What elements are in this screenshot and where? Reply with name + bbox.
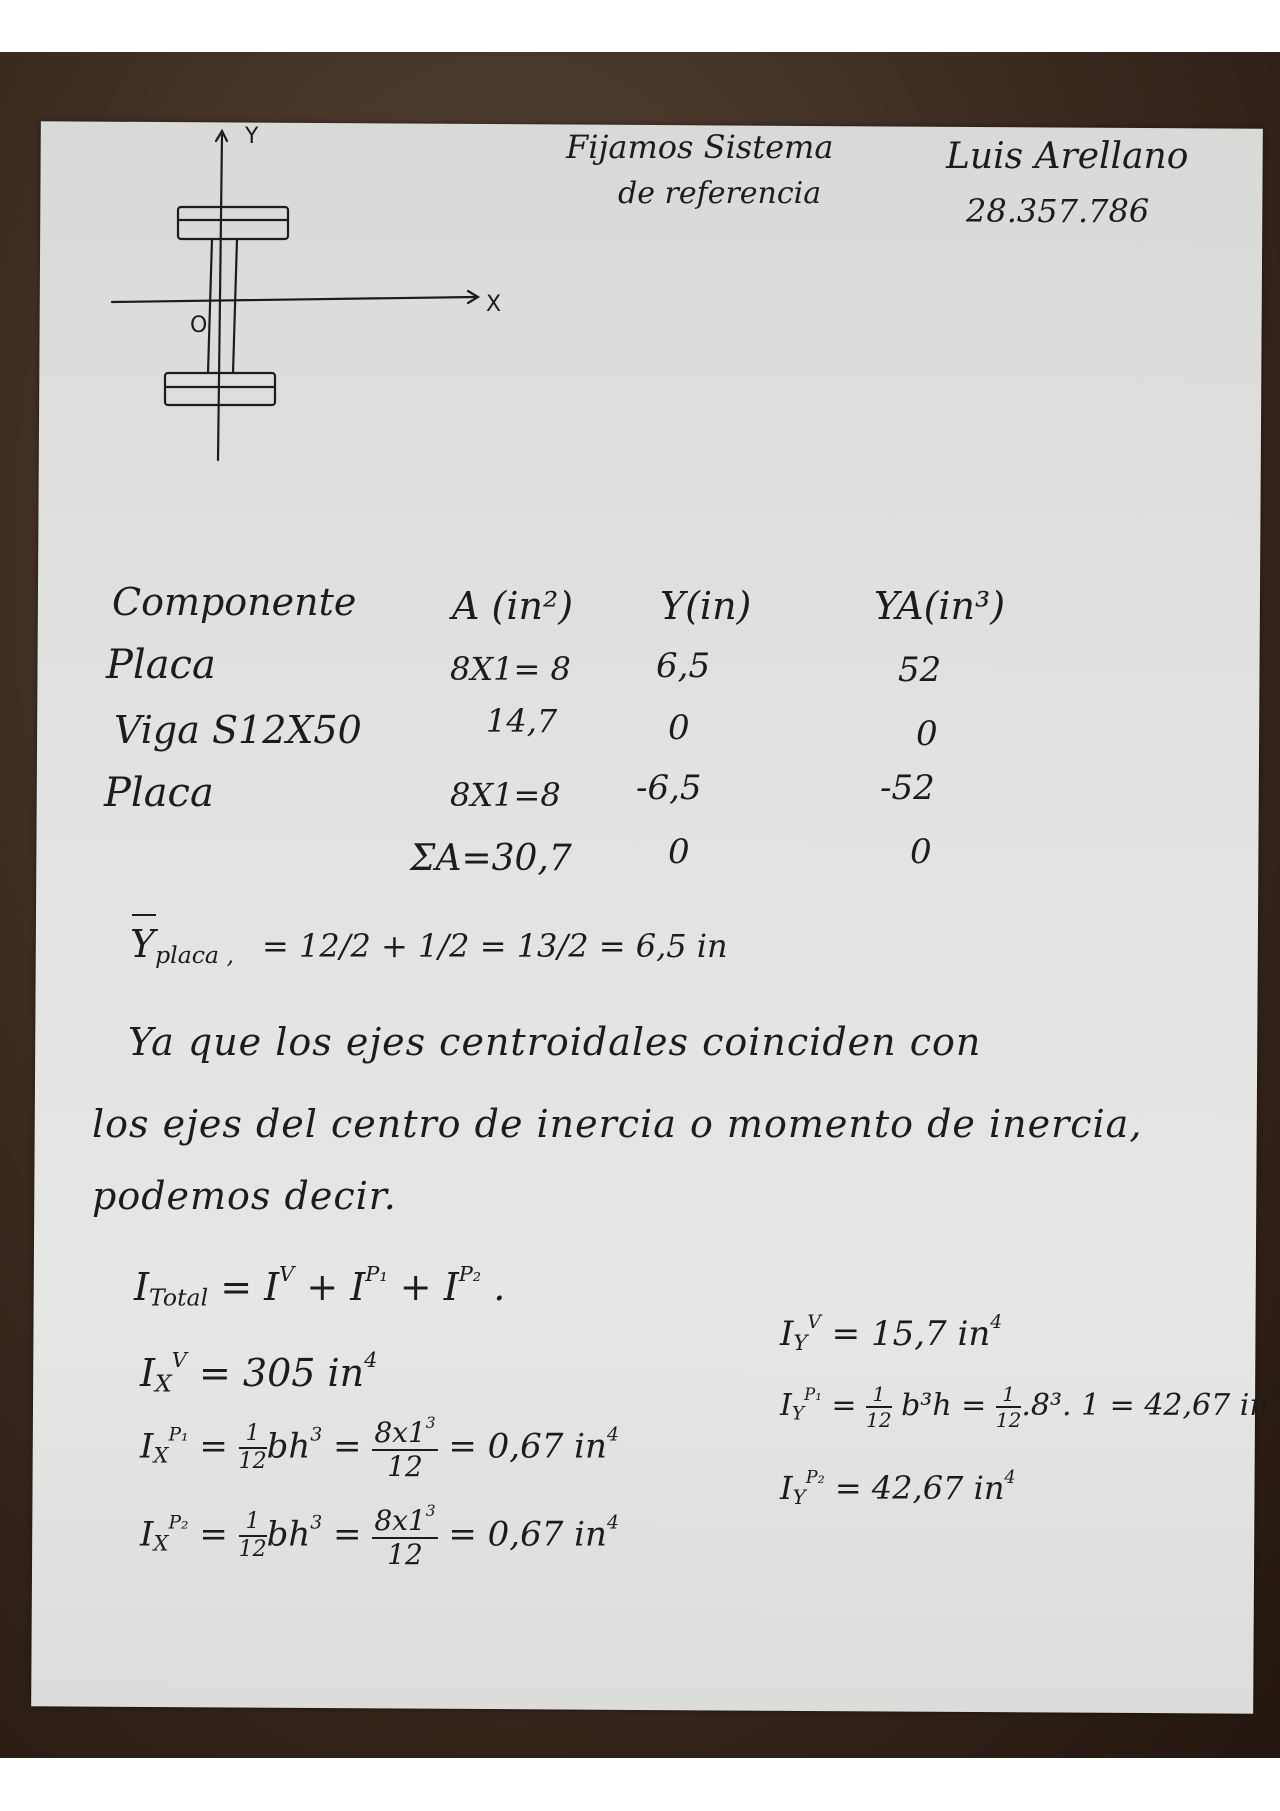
ixp1-frac-8x1 bbox=[372, 1416, 437, 1481]
iyv-sub: Y bbox=[793, 1330, 808, 1356]
iyp1-frac-b bbox=[996, 1384, 1021, 1430]
x-axis-line bbox=[112, 297, 475, 302]
itotal-sup-v: V bbox=[279, 1262, 295, 1286]
formula-iy-v bbox=[780, 1312, 1002, 1355]
ybar-overline bbox=[132, 914, 156, 916]
ybar-rhs: = 12/2 + 1/2 = 13/2 = 6,5 in bbox=[262, 927, 728, 965]
iyp1-sub: Y bbox=[791, 1403, 805, 1425]
ixp1-sub: X bbox=[153, 1442, 169, 1468]
ixp2-num-sup: 3 bbox=[425, 1502, 436, 1520]
ybar-sub: placa , bbox=[155, 940, 234, 969]
ixp1-frac-num: 1 bbox=[239, 1423, 267, 1449]
table-row-3-area: 8X1=8 bbox=[450, 776, 561, 814]
ixp2-unit-sup: 4 bbox=[606, 1512, 619, 1534]
ixp1-bh-sup: 3 bbox=[310, 1424, 323, 1446]
itotal-sub: Total bbox=[149, 1283, 209, 1312]
ixp1-unit-sup: 4 bbox=[606, 1424, 619, 1446]
formula-ix-p1 bbox=[140, 1416, 619, 1481]
itotal-sup-p1: P₁ bbox=[365, 1262, 388, 1286]
ixp2-frac2-num bbox=[372, 1504, 437, 1539]
ixp1-symbol: I bbox=[140, 1426, 154, 1467]
formula-iy-p1 bbox=[780, 1384, 1279, 1430]
table-row-1-ya: 52 bbox=[898, 650, 942, 690]
origin-label: O bbox=[190, 313, 208, 338]
ixp2-frac-1-12 bbox=[239, 1511, 267, 1561]
ixp1-frac-1-12 bbox=[239, 1423, 267, 1473]
table-total-y: 0 bbox=[668, 832, 690, 872]
itotal-plus2: + I bbox=[399, 1264, 459, 1309]
table-header-area: A (in²) bbox=[452, 584, 574, 628]
ixp1-frac-den: 12 bbox=[238, 1449, 267, 1475]
ixp2-frac-8x1 bbox=[372, 1504, 437, 1569]
iyp2-unit-sup: 4 bbox=[1004, 1468, 1016, 1488]
iyv-symbol: I bbox=[780, 1313, 794, 1354]
ixp2-bh-sup: 3 bbox=[310, 1512, 323, 1534]
ixp1-num-text: 8x1 bbox=[374, 1415, 426, 1449]
table-header-ya: YA(in³) bbox=[874, 584, 1006, 628]
y-axis-line bbox=[218, 135, 222, 460]
author-id: 28.357.786 bbox=[966, 192, 1150, 230]
ixp2-frac-num: 1 bbox=[239, 1511, 267, 1537]
table-total-ya: 0 bbox=[910, 832, 932, 872]
itotal-symbol: I bbox=[134, 1264, 150, 1309]
iyv-unit-sup: 4 bbox=[990, 1312, 1003, 1333]
ixp2-sub: X bbox=[153, 1530, 169, 1556]
itotal-sup-p2: P₂ bbox=[458, 1262, 482, 1286]
formula-i-total bbox=[134, 1262, 505, 1312]
paragraph-line3: podemos decir. bbox=[92, 1174, 397, 1218]
iyp1-fraca-den: 12 bbox=[866, 1408, 892, 1432]
paragraph-line1: Ya que los ejes centroidales coinciden con bbox=[128, 1020, 982, 1064]
iyp1-fracb-den: 12 bbox=[995, 1408, 1022, 1432]
ixp2-result: = 0,67 in bbox=[448, 1514, 607, 1555]
ibeam-sketch bbox=[100, 125, 540, 485]
ixp2-frac-den: 12 bbox=[238, 1537, 267, 1563]
iyp2-symbol: I bbox=[780, 1468, 793, 1507]
iyp2-sup: P₂ bbox=[805, 1468, 825, 1488]
itotal-end: . bbox=[493, 1264, 506, 1309]
table-row-3-ya: -52 bbox=[880, 768, 935, 808]
table-header-component: Componente bbox=[112, 580, 357, 624]
ixp1-frac2-den: 12 bbox=[387, 1449, 423, 1483]
iyv-rhs: = 15,7 in bbox=[831, 1313, 991, 1354]
iyp1-symbol: I bbox=[780, 1388, 792, 1423]
iyp1-rest: .8³. 1 = 42,67 in bbox=[1021, 1388, 1269, 1423]
ixp2-eq2: = bbox=[333, 1514, 362, 1555]
table-row-3-y: -6,5 bbox=[636, 768, 702, 808]
iyp1-unit-sup: 4 bbox=[1268, 1385, 1280, 1405]
ixp1-sup: P₁ bbox=[168, 1424, 189, 1446]
table-row-2-ya: 0 bbox=[916, 714, 938, 754]
ixp1-frac2-num bbox=[372, 1416, 437, 1451]
author-name: Luis Arellano bbox=[946, 136, 1189, 177]
formula-ix-p2 bbox=[140, 1504, 619, 1569]
ixp2-bh: bh bbox=[266, 1514, 311, 1555]
table-total-area: ΣA=30,7 bbox=[410, 838, 572, 879]
iyp2-rhs: = 42,67 in bbox=[834, 1468, 1005, 1507]
ixp1-eq: = bbox=[199, 1426, 228, 1467]
itotal-eq: = I bbox=[220, 1264, 280, 1309]
ybar-lhs: Y bbox=[130, 922, 156, 966]
paragraph-line2: los ejes del centro de inercia o momento de inercia, bbox=[92, 1102, 1143, 1146]
iyp1-eq: = bbox=[831, 1388, 857, 1423]
table-row-1-area: 8X1= 8 bbox=[450, 650, 571, 688]
ixp2-frac2-den: 12 bbox=[387, 1537, 423, 1571]
ybar-symbol bbox=[130, 922, 155, 966]
x-axis-label: X bbox=[486, 292, 502, 317]
formula-ix-v bbox=[140, 1348, 377, 1398]
header-title-line2: de referencia bbox=[618, 176, 822, 211]
ixp1-eq2: = bbox=[333, 1426, 362, 1467]
top-flange-plate bbox=[178, 207, 288, 239]
ixv-rhs: = 305 in bbox=[198, 1350, 365, 1395]
table-row-2-component: Viga S12X50 bbox=[114, 708, 362, 752]
ixp2-num-text: 8x1 bbox=[374, 1503, 426, 1537]
formula-iy-p2 bbox=[780, 1468, 1016, 1509]
itotal-plus1: + I bbox=[306, 1264, 366, 1309]
y-axis-label: Y bbox=[245, 125, 259, 149]
ixp1-num-sup: 3 bbox=[425, 1414, 436, 1432]
ybar-equation bbox=[130, 922, 728, 969]
iyp1-bh: b³h = bbox=[901, 1388, 987, 1423]
iyp1-sup: P₁ bbox=[804, 1385, 822, 1405]
iyp1-fracb-num: 1 bbox=[996, 1384, 1021, 1408]
ixp1-bh: bh bbox=[266, 1426, 311, 1467]
ixv-unit-sup: 4 bbox=[364, 1348, 378, 1372]
table-header-y: Y(in) bbox=[660, 584, 752, 628]
iyv-sup: V bbox=[807, 1312, 821, 1333]
ixp1-result: = 0,67 in bbox=[448, 1426, 607, 1467]
table-row-2-area: 14,7 bbox=[486, 702, 558, 740]
header-title-line1: Fijamos Sistema bbox=[566, 128, 834, 166]
ixv-sub: X bbox=[155, 1369, 172, 1398]
table-row-2-y: 0 bbox=[668, 708, 690, 748]
ixp2-symbol: I bbox=[140, 1514, 154, 1555]
ixp2-eq: = bbox=[199, 1514, 228, 1555]
table-row-1-y: 6,5 bbox=[656, 646, 711, 686]
table-row-3-component: Placa bbox=[104, 770, 214, 816]
table-row-1-component: Placa bbox=[106, 642, 216, 688]
iyp2-sub: Y bbox=[792, 1485, 806, 1509]
ixp2-sup: P₂ bbox=[168, 1512, 189, 1534]
ixv-sup: V bbox=[171, 1348, 187, 1372]
iyp1-frac-a bbox=[866, 1384, 891, 1430]
ixv-symbol: I bbox=[140, 1350, 156, 1395]
iyp1-fraca-num: 1 bbox=[866, 1384, 891, 1408]
